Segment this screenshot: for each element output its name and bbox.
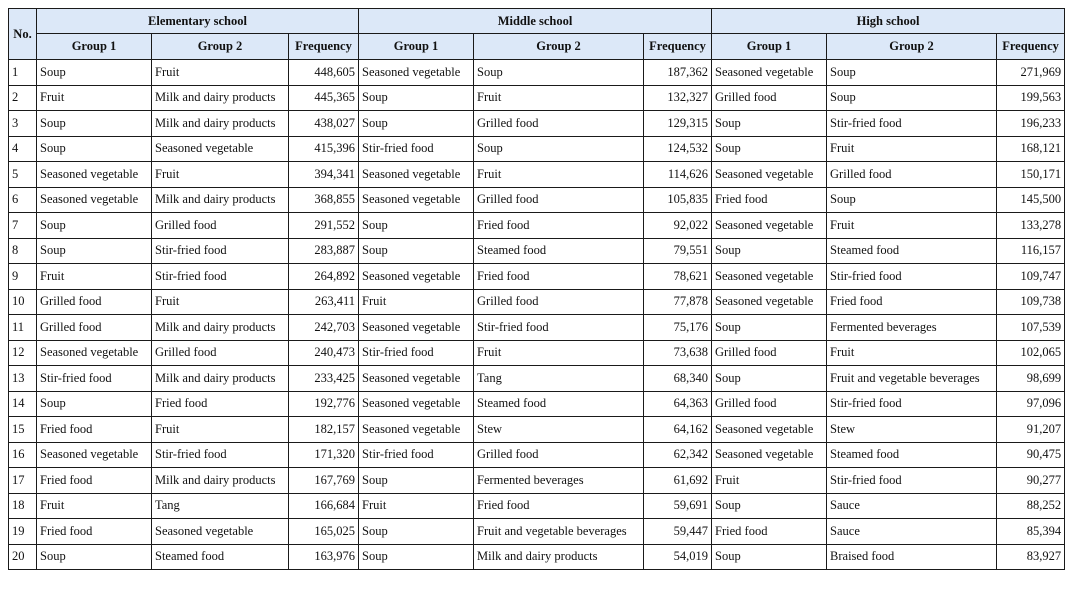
middle-frequency-cell: 59,447 <box>644 519 712 545</box>
middle-frequency-cell: 92,022 <box>644 213 712 239</box>
elementary-group2-cell: Stir-fried food <box>152 264 289 290</box>
header-group2: Group 2 <box>152 34 289 60</box>
elementary-frequency-cell: 448,605 <box>289 60 359 86</box>
table-row <box>9 468 1065 494</box>
high-frequency-cell: 116,157 <box>997 238 1065 264</box>
high-group2-cell: Fried food <box>827 289 997 315</box>
middle-frequency-cell: 105,835 <box>644 187 712 213</box>
table-row <box>9 238 1065 264</box>
elementary-group2-cell: Milk and dairy products <box>152 187 289 213</box>
header-group2: Group 2 <box>474 34 644 60</box>
middle-group2-cell: Tang <box>474 366 644 392</box>
header-group1: Group 1 <box>712 34 827 60</box>
elementary-frequency-cell: 445,365 <box>289 85 359 111</box>
middle-frequency-cell: 59,691 <box>644 493 712 519</box>
elementary-group2-cell: Seasoned vegetable <box>152 136 289 162</box>
high-group1-cell: Seasoned vegetable <box>712 442 827 468</box>
middle-group2-cell: Grilled food <box>474 442 644 468</box>
high-frequency-cell: 168,121 <box>997 136 1065 162</box>
elementary-frequency-cell: 394,341 <box>289 162 359 188</box>
row-number: 2 <box>9 85 37 111</box>
high-group1-cell: Grilled food <box>712 391 827 417</box>
table-row <box>9 264 1065 290</box>
high-group2-cell: Sauce <box>827 493 997 519</box>
elementary-group1-cell: Seasoned vegetable <box>37 187 152 213</box>
elementary-frequency-cell: 240,473 <box>289 340 359 366</box>
high-group2-cell: Soup <box>827 187 997 213</box>
table-row <box>9 213 1065 239</box>
row-number: 4 <box>9 136 37 162</box>
table-row <box>9 111 1065 137</box>
high-frequency-cell: 98,699 <box>997 366 1065 392</box>
header-middle-school: Middle school <box>359 9 712 34</box>
high-group1-cell: Soup <box>712 111 827 137</box>
high-group1-cell: Grilled food <box>712 85 827 111</box>
header-high-school: High school <box>712 9 1065 34</box>
elementary-frequency-cell: 283,887 <box>289 238 359 264</box>
elementary-group2-cell: Milk and dairy products <box>152 315 289 341</box>
middle-frequency-cell: 132,327 <box>644 85 712 111</box>
middle-group2-cell: Stir-fried food <box>474 315 644 341</box>
elementary-group1-cell: Fried food <box>37 519 152 545</box>
elementary-group2-cell: Milk and dairy products <box>152 111 289 137</box>
table-row <box>9 60 1065 86</box>
middle-frequency-cell: 54,019 <box>644 544 712 570</box>
middle-frequency-cell: 77,878 <box>644 289 712 315</box>
high-group2-cell: Fruit <box>827 136 997 162</box>
high-group1-cell: Soup <box>712 238 827 264</box>
high-group1-cell: Fried food <box>712 187 827 213</box>
row-number: 12 <box>9 340 37 366</box>
high-frequency-cell: 196,233 <box>997 111 1065 137</box>
middle-group2-cell: Fried food <box>474 264 644 290</box>
elementary-group2-cell: Milk and dairy products <box>152 85 289 111</box>
middle-frequency-cell: 68,340 <box>644 366 712 392</box>
high-group1-cell: Seasoned vegetable <box>712 264 827 290</box>
high-group1-cell: Seasoned vegetable <box>712 417 827 443</box>
table-row <box>9 544 1065 570</box>
elementary-group1-cell: Grilled food <box>37 315 152 341</box>
high-group1-cell: Soup <box>712 366 827 392</box>
header-group1: Group 1 <box>37 34 152 60</box>
table-row <box>9 340 1065 366</box>
middle-group2-cell: Fried food <box>474 493 644 519</box>
elementary-group2-cell: Fruit <box>152 162 289 188</box>
table-row <box>9 417 1065 443</box>
table-row <box>9 187 1065 213</box>
elementary-group1-cell: Soup <box>37 213 152 239</box>
row-number: 7 <box>9 213 37 239</box>
middle-group2-cell: Fruit <box>474 85 644 111</box>
elementary-group2-cell: Fruit <box>152 417 289 443</box>
middle-group2-cell: Soup <box>474 60 644 86</box>
header-frequency: Frequency <box>289 34 359 60</box>
elementary-group1-cell: Fruit <box>37 493 152 519</box>
elementary-group1-cell: Seasoned vegetable <box>37 340 152 366</box>
middle-group1-cell: Seasoned vegetable <box>359 187 474 213</box>
middle-frequency-cell: 64,162 <box>644 417 712 443</box>
high-frequency-cell: 109,738 <box>997 289 1065 315</box>
elementary-group2-cell: Milk and dairy products <box>152 468 289 494</box>
elementary-frequency-cell: 291,552 <box>289 213 359 239</box>
high-group2-cell: Stir-fried food <box>827 391 997 417</box>
elementary-frequency-cell: 165,025 <box>289 519 359 545</box>
high-group1-cell: Seasoned vegetable <box>712 213 827 239</box>
elementary-group1-cell: Fried food <box>37 417 152 443</box>
food-pair-frequency-table <box>8 8 1065 570</box>
high-frequency-cell: 109,747 <box>997 264 1065 290</box>
high-group1-cell: Soup <box>712 493 827 519</box>
table-row <box>9 289 1065 315</box>
row-number: 15 <box>9 417 37 443</box>
middle-group1-cell: Seasoned vegetable <box>359 315 474 341</box>
high-group2-cell: Stir-fried food <box>827 111 997 137</box>
elementary-frequency-cell: 368,855 <box>289 187 359 213</box>
table-row <box>9 366 1065 392</box>
middle-group1-cell: Soup <box>359 213 474 239</box>
middle-group2-cell: Soup <box>474 136 644 162</box>
elementary-group1-cell: Seasoned vegetable <box>37 442 152 468</box>
elementary-group2-cell: Steamed food <box>152 544 289 570</box>
elementary-group1-cell: Fruit <box>37 264 152 290</box>
high-frequency-cell: 271,969 <box>997 60 1065 86</box>
high-frequency-cell: 90,475 <box>997 442 1065 468</box>
middle-group1-cell: Seasoned vegetable <box>359 417 474 443</box>
high-frequency-cell: 145,500 <box>997 187 1065 213</box>
middle-frequency-cell: 78,621 <box>644 264 712 290</box>
high-group1-cell: Seasoned vegetable <box>712 162 827 188</box>
table-body <box>9 60 1065 570</box>
middle-group2-cell: Fruit <box>474 340 644 366</box>
table-row <box>9 519 1065 545</box>
middle-group2-cell: Fermented beverages <box>474 468 644 494</box>
middle-group1-cell: Soup <box>359 238 474 264</box>
header-elementary-school: Elementary school <box>37 9 359 34</box>
table-row <box>9 493 1065 519</box>
elementary-frequency-cell: 167,769 <box>289 468 359 494</box>
elementary-group2-cell: Tang <box>152 493 289 519</box>
row-number: 11 <box>9 315 37 341</box>
elementary-group2-cell: Fruit <box>152 289 289 315</box>
elementary-group1-cell: Seasoned vegetable <box>37 162 152 188</box>
high-group2-cell: Steamed food <box>827 238 997 264</box>
elementary-frequency-cell: 171,320 <box>289 442 359 468</box>
high-group2-cell: Soup <box>827 85 997 111</box>
elementary-group2-cell: Fried food <box>152 391 289 417</box>
elementary-group2-cell: Fruit <box>152 60 289 86</box>
high-group1-cell: Grilled food <box>712 340 827 366</box>
elementary-group1-cell: Fruit <box>37 85 152 111</box>
middle-group1-cell: Soup <box>359 111 474 137</box>
row-number: 6 <box>9 187 37 213</box>
high-group1-cell: Soup <box>712 136 827 162</box>
middle-group1-cell: Stir-fried food <box>359 136 474 162</box>
table-row <box>9 136 1065 162</box>
table-row <box>9 391 1065 417</box>
row-number: 19 <box>9 519 37 545</box>
middle-group2-cell: Milk and dairy products <box>474 544 644 570</box>
middle-group2-cell: Fried food <box>474 213 644 239</box>
middle-group1-cell: Seasoned vegetable <box>359 366 474 392</box>
row-number: 13 <box>9 366 37 392</box>
elementary-group1-cell: Soup <box>37 391 152 417</box>
table-row <box>9 162 1065 188</box>
middle-frequency-cell: 62,342 <box>644 442 712 468</box>
middle-group2-cell: Grilled food <box>474 111 644 137</box>
middle-frequency-cell: 124,532 <box>644 136 712 162</box>
elementary-group2-cell: Stir-fried food <box>152 238 289 264</box>
elementary-frequency-cell: 415,396 <box>289 136 359 162</box>
elementary-frequency-cell: 264,892 <box>289 264 359 290</box>
middle-group1-cell: Seasoned vegetable <box>359 60 474 86</box>
header-frequency: Frequency <box>997 34 1065 60</box>
elementary-frequency-cell: 242,703 <box>289 315 359 341</box>
elementary-group1-cell: Soup <box>37 544 152 570</box>
elementary-frequency-cell: 163,976 <box>289 544 359 570</box>
high-group2-cell: Braised food <box>827 544 997 570</box>
high-group2-cell: Fruit and vegetable beverages <box>827 366 997 392</box>
high-frequency-cell: 88,252 <box>997 493 1065 519</box>
middle-group1-cell: Seasoned vegetable <box>359 264 474 290</box>
middle-group1-cell: Seasoned vegetable <box>359 391 474 417</box>
high-group2-cell: Steamed food <box>827 442 997 468</box>
header-group2: Group 2 <box>827 34 997 60</box>
middle-group2-cell: Steamed food <box>474 391 644 417</box>
row-number: 17 <box>9 468 37 494</box>
elementary-frequency-cell: 233,425 <box>289 366 359 392</box>
middle-group1-cell: Fruit <box>359 289 474 315</box>
middle-group1-cell: Soup <box>359 544 474 570</box>
row-number: 5 <box>9 162 37 188</box>
high-group2-cell: Fruit <box>827 213 997 239</box>
middle-frequency-cell: 129,315 <box>644 111 712 137</box>
high-frequency-cell: 199,563 <box>997 85 1065 111</box>
middle-group1-cell: Soup <box>359 468 474 494</box>
middle-group2-cell: Grilled food <box>474 187 644 213</box>
row-number: 1 <box>9 60 37 86</box>
high-frequency-cell: 90,277 <box>997 468 1065 494</box>
table-row <box>9 85 1065 111</box>
row-number: 18 <box>9 493 37 519</box>
elementary-frequency-cell: 166,684 <box>289 493 359 519</box>
middle-group1-cell: Stir-fried food <box>359 442 474 468</box>
high-group1-cell: Fruit <box>712 468 827 494</box>
high-group2-cell: Fruit <box>827 340 997 366</box>
header-frequency: Frequency <box>644 34 712 60</box>
elementary-group1-cell: Soup <box>37 136 152 162</box>
middle-group1-cell: Fruit <box>359 493 474 519</box>
middle-group2-cell: Steamed food <box>474 238 644 264</box>
elementary-group2-cell: Milk and dairy products <box>152 366 289 392</box>
row-number: 8 <box>9 238 37 264</box>
header-no: No. <box>9 9 37 60</box>
middle-group1-cell: Stir-fried food <box>359 340 474 366</box>
elementary-group2-cell: Grilled food <box>152 340 289 366</box>
middle-group2-cell: Fruit <box>474 162 644 188</box>
high-group1-cell: Fried food <box>712 519 827 545</box>
high-frequency-cell: 102,065 <box>997 340 1065 366</box>
high-group2-cell: Grilled food <box>827 162 997 188</box>
middle-group2-cell: Fruit and vegetable beverages <box>474 519 644 545</box>
high-frequency-cell: 150,171 <box>997 162 1065 188</box>
elementary-frequency-cell: 192,776 <box>289 391 359 417</box>
middle-group1-cell: Soup <box>359 85 474 111</box>
middle-frequency-cell: 75,176 <box>644 315 712 341</box>
high-frequency-cell: 83,927 <box>997 544 1065 570</box>
high-frequency-cell: 97,096 <box>997 391 1065 417</box>
high-group1-cell: Seasoned vegetable <box>712 289 827 315</box>
high-group2-cell: Stir-fried food <box>827 468 997 494</box>
middle-frequency-cell: 79,551 <box>644 238 712 264</box>
middle-group2-cell: Stew <box>474 417 644 443</box>
middle-frequency-cell: 61,692 <box>644 468 712 494</box>
middle-group2-cell: Grilled food <box>474 289 644 315</box>
high-frequency-cell: 91,207 <box>997 417 1065 443</box>
elementary-group2-cell: Grilled food <box>152 213 289 239</box>
elementary-group1-cell: Fried food <box>37 468 152 494</box>
table-row <box>9 315 1065 341</box>
high-frequency-cell: 85,394 <box>997 519 1065 545</box>
elementary-group1-cell: Stir-fried food <box>37 366 152 392</box>
row-number: 16 <box>9 442 37 468</box>
elementary-group1-cell: Soup <box>37 60 152 86</box>
middle-frequency-cell: 187,362 <box>644 60 712 86</box>
high-group1-cell: Soup <box>712 544 827 570</box>
high-frequency-cell: 133,278 <box>997 213 1065 239</box>
header-row-columns <box>9 34 1065 60</box>
row-number: 3 <box>9 111 37 137</box>
row-number: 14 <box>9 391 37 417</box>
elementary-frequency-cell: 182,157 <box>289 417 359 443</box>
elementary-frequency-cell: 263,411 <box>289 289 359 315</box>
header-row-levels <box>9 9 1065 34</box>
row-number: 9 <box>9 264 37 290</box>
header-group1: Group 1 <box>359 34 474 60</box>
middle-frequency-cell: 114,626 <box>644 162 712 188</box>
table-row <box>9 442 1065 468</box>
middle-group1-cell: Seasoned vegetable <box>359 162 474 188</box>
elementary-frequency-cell: 438,027 <box>289 111 359 137</box>
middle-group1-cell: Soup <box>359 519 474 545</box>
high-group1-cell: Soup <box>712 315 827 341</box>
high-group1-cell: Seasoned vegetable <box>712 60 827 86</box>
elementary-group1-cell: Grilled food <box>37 289 152 315</box>
middle-frequency-cell: 73,638 <box>644 340 712 366</box>
high-group2-cell: Stir-fried food <box>827 264 997 290</box>
high-group2-cell: Sauce <box>827 519 997 545</box>
elementary-group1-cell: Soup <box>37 111 152 137</box>
elementary-group2-cell: Stir-fried food <box>152 442 289 468</box>
high-frequency-cell: 107,539 <box>997 315 1065 341</box>
middle-frequency-cell: 64,363 <box>644 391 712 417</box>
elementary-group2-cell: Seasoned vegetable <box>152 519 289 545</box>
high-group2-cell: Stew <box>827 417 997 443</box>
high-group2-cell: Soup <box>827 60 997 86</box>
high-group2-cell: Fermented beverages <box>827 315 997 341</box>
row-number: 20 <box>9 544 37 570</box>
row-number: 10 <box>9 289 37 315</box>
elementary-group1-cell: Soup <box>37 238 152 264</box>
